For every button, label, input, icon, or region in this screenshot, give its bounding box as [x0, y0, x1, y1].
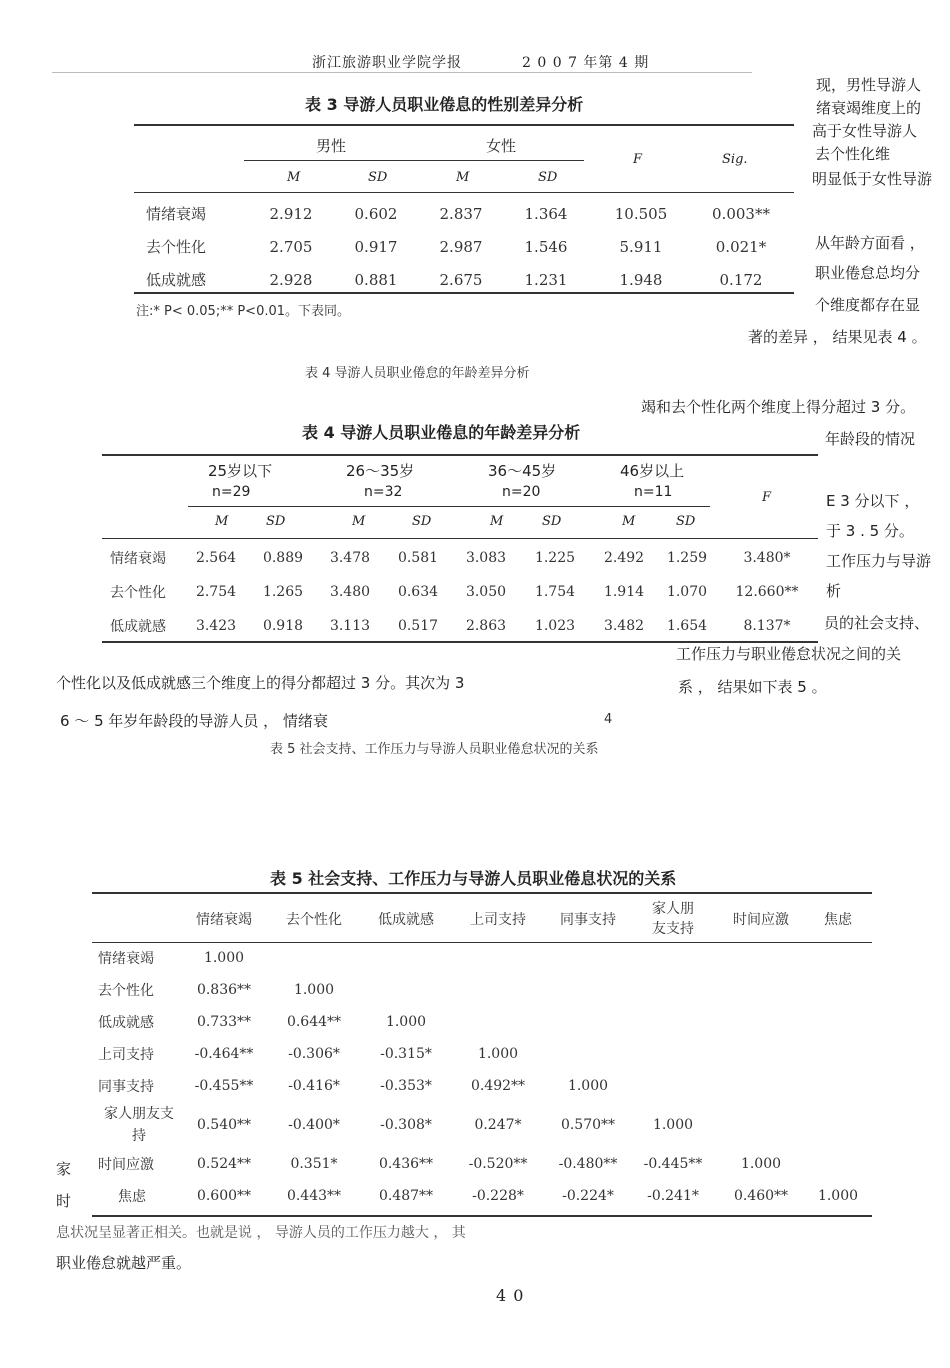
table-row [98, 1102, 868, 1148]
cell: 0.351* [290, 1156, 338, 1172]
cell: 1.070 [666, 584, 708, 600]
cell: 3.482 [603, 618, 645, 634]
row-label: 焦虑 [118, 1189, 146, 1205]
cell [360, 974, 452, 1006]
body-text-line: 个性化以及低成就感三个维度上的得分都超过 3 分。其次为 3 [56, 674, 465, 692]
table5-bottom-rule [92, 1215, 872, 1217]
cell [452, 974, 544, 1006]
row-label: 情绪衰竭 [146, 205, 207, 223]
table4-sub: M [352, 514, 366, 529]
row-label: 去个性化 [110, 585, 166, 601]
cell: 8.137* [743, 618, 791, 634]
cell: 1.259 [666, 550, 708, 566]
col-header: 情绪衰竭 [196, 911, 252, 928]
table3-group-female: 女性 [486, 137, 517, 155]
table4-sub: M [215, 514, 229, 529]
col-header: 同事支持 [560, 911, 616, 928]
cell: 12.660** [735, 584, 799, 600]
cell: 0.600** [196, 1188, 252, 1204]
cell: 0.460** [733, 1188, 789, 1204]
right-text-line: 现，男性导游人 [816, 76, 922, 94]
cell [632, 974, 714, 1006]
table3-group-rule [244, 160, 584, 161]
cell: -0.308* [380, 1117, 432, 1133]
page-number: 4 0 [496, 1286, 525, 1305]
cell: 1.364 [524, 204, 568, 223]
cell [714, 1070, 808, 1102]
table4-group-age: 26～35岁 [346, 462, 415, 480]
cell: 3.083 [465, 550, 507, 566]
col-header: 时间应激 [733, 911, 789, 928]
cell: 0.570** [560, 1117, 616, 1133]
cell: 2.564 [195, 550, 237, 566]
cell: -0.416* [288, 1078, 340, 1094]
cell: 2.492 [603, 550, 645, 566]
cell: 0.003** [712, 204, 770, 223]
cell [714, 942, 808, 974]
table4-group-age: 46岁以上 [620, 462, 685, 480]
cell: 0.889 [262, 550, 304, 566]
table3-sub-sd1: SD [368, 170, 388, 185]
cell: 2.705 [269, 237, 313, 256]
col-header: 去个性化 [286, 911, 342, 928]
cell: 0.492** [470, 1078, 526, 1094]
header-rule [52, 72, 752, 73]
cell: -0.455** [194, 1078, 254, 1094]
cell [808, 1038, 868, 1070]
cell [714, 1102, 808, 1148]
cell: -0.464** [194, 1046, 254, 1062]
table4-group-rule [188, 506, 710, 507]
table-row [146, 197, 786, 230]
cell: 1.546 [524, 237, 568, 256]
cell: 0.836** [196, 982, 252, 998]
right-text-line: 明显低于女性导游 [812, 170, 933, 188]
table3-f-header: F [633, 152, 643, 167]
table4-group-age: 36～45岁 [488, 462, 557, 480]
right-text-line: 从年龄方面看 ， [815, 234, 925, 252]
cell: 1.654 [666, 618, 708, 634]
cell [544, 1006, 632, 1038]
table3-body [146, 197, 786, 296]
cell [632, 1038, 714, 1070]
table4-top-rule [102, 454, 818, 456]
table-row [98, 1148, 868, 1180]
table3-sig-header: Sig. [722, 152, 748, 167]
cell: 0.917 [354, 237, 398, 256]
cell: 2.754 [195, 584, 237, 600]
body-text-line: 6 ～ 5 年岁年龄段的导游人员 ， 情绪衰 [60, 712, 328, 730]
cell: 1.914 [603, 584, 645, 600]
cell [632, 1006, 714, 1038]
cell: 5.911 [619, 237, 663, 256]
cell [714, 1006, 808, 1038]
row-label: 同事支持 [98, 1079, 154, 1095]
cell: 0.733** [196, 1014, 252, 1030]
cell: 0.247* [474, 1117, 522, 1133]
cell: -0.241* [647, 1188, 699, 1204]
cell: 0.581 [397, 550, 439, 566]
cell: 3.480 [329, 584, 371, 600]
cell: 3.480* [743, 550, 791, 566]
body-text-line: 职业倦怠就越严重。 [56, 1254, 192, 1272]
table5-title: 表 5 社会支持、工作压力与导游人员职业倦息状况的关系 [270, 869, 677, 888]
right-text-line: 高于女性导游人 [812, 122, 918, 140]
table3-header-rule [134, 192, 794, 193]
table4-title: 表 4 导游人员职业倦息的年龄差异分析 [302, 423, 581, 442]
table4-sub: SD [266, 514, 286, 529]
table4-group-n: n=32 [364, 484, 403, 500]
cell: 0.524** [196, 1156, 252, 1172]
table-header-row [98, 895, 868, 942]
cell: 1.000 [477, 1046, 519, 1062]
cell [360, 942, 452, 974]
cell: 0.602 [354, 204, 398, 223]
table-row [110, 575, 810, 609]
cell: -0.224* [562, 1188, 614, 1204]
right-text-line: 竭和去个性化两个维度上得分超过 3 分。 [641, 398, 916, 416]
cell: 1.000 [293, 982, 335, 998]
right-text-line: 工作压力与导游 [826, 552, 932, 570]
right-text-line: 析 [826, 582, 842, 600]
table4-sub: SD [676, 514, 696, 529]
cell: 1.231 [524, 270, 568, 289]
cell [544, 942, 632, 974]
cell: 1.754 [534, 584, 576, 600]
cell: 10.505 [614, 204, 668, 223]
left-fragment: 时 [56, 1192, 72, 1210]
cell [544, 974, 632, 1006]
cell: 0.517 [397, 618, 439, 634]
table3-top-rule [134, 124, 794, 126]
table4-f-header: F [762, 490, 772, 505]
table5-body [98, 895, 868, 1212]
cell: 2.987 [439, 237, 483, 256]
table-row [110, 609, 810, 643]
cell: 2.837 [439, 204, 483, 223]
table3-note: 注:* P< 0.05;** P<0.01。下表同。 [136, 304, 351, 319]
cell: 2.912 [269, 204, 313, 223]
right-text-line: 年龄段的情况 [825, 430, 916, 448]
cell [808, 1070, 868, 1102]
cell: 0.487** [378, 1188, 434, 1204]
cell [714, 1038, 808, 1070]
cell: 2.863 [465, 618, 507, 634]
cell: 2.928 [269, 270, 313, 289]
row-label: 家人朋友支持 [104, 1106, 174, 1144]
cell [714, 974, 808, 1006]
table4-sub: M [622, 514, 636, 529]
stray-number: 4 [604, 712, 613, 727]
table5-top-rule [92, 892, 872, 894]
cell: -0.400* [288, 1117, 340, 1133]
row-label: 情绪衰竭 [98, 951, 154, 967]
cell: 3.113 [329, 618, 371, 634]
right-text-line: 工作压力与职业倦怠状况之间的关 [676, 645, 902, 663]
cell: 1.000 [817, 1188, 859, 1204]
cell: 1.225 [534, 550, 576, 566]
cell: 3.423 [195, 618, 237, 634]
table4-caption: 表 4 导游人员职业倦怠的年龄差异分析 [305, 366, 530, 381]
table4-group-n: n=11 [634, 484, 673, 500]
cell: 0.443** [286, 1188, 342, 1204]
cell: 0.172 [719, 270, 763, 289]
cell: 0.540** [196, 1117, 252, 1133]
table-row [98, 1070, 868, 1102]
table5-caption: 表 5 社会支持、工作压力与导游人员职业倦怠状况的关系 [270, 742, 599, 757]
cell: 3.050 [465, 584, 507, 600]
issue-number: 2 0 0 7 年第 4 期 [522, 55, 650, 71]
cell: -0.520** [468, 1156, 528, 1172]
right-text-line: 个维度都存在显 [815, 296, 921, 314]
body-text-line: 息状况呈显著正相关。也就是说 ， 导游人员的工作压力越大 ， 其 [56, 1225, 466, 1241]
col-header: 低成就感 [378, 911, 434, 928]
right-text-line: E 3 分以下 ， [826, 492, 920, 510]
right-text-line: 著的差异 ， 结果见表 4 。 [748, 328, 927, 346]
table4-body [110, 541, 810, 643]
cell: -0.306* [288, 1046, 340, 1062]
cell: -0.445** [643, 1156, 703, 1172]
cell: 1.265 [262, 584, 304, 600]
table-row [98, 1006, 868, 1038]
row-label: 去个性化 [146, 238, 207, 256]
cell: 1.000 [740, 1156, 782, 1172]
table4-group-n: n=29 [212, 484, 251, 500]
cell: 1.000 [385, 1014, 427, 1030]
table4-sub: SD [412, 514, 432, 529]
cell [268, 942, 360, 974]
table4-group-age: 25岁以下 [208, 462, 273, 480]
table3-sub-sd2: SD [538, 170, 558, 185]
row-label: 低成就感 [98, 1015, 154, 1031]
cell: 0.436** [378, 1156, 434, 1172]
cell: -0.353* [380, 1078, 432, 1094]
table-row [98, 942, 868, 974]
left-fragment: 家 [56, 1160, 72, 1178]
table3-group-male: 男性 [316, 137, 347, 155]
cell [632, 942, 714, 974]
cell [808, 942, 868, 974]
cell [544, 1038, 632, 1070]
row-label: 情绪衰竭 [110, 551, 166, 567]
row-label: 低成就感 [110, 619, 166, 635]
col-header: 上司支持 [470, 911, 526, 928]
table-row [98, 1180, 868, 1212]
col-header: 焦虑 [824, 911, 852, 928]
table3-sub-m2: M [456, 170, 470, 185]
cell: -0.228* [472, 1188, 524, 1204]
right-text-line: 员的社会支持、 [824, 614, 930, 632]
table3-title: 表 3 导游人员职业倦息的性别差异分析 [305, 95, 584, 114]
right-text-line: 绪衰竭维度上的 [816, 99, 922, 117]
cell [808, 974, 868, 1006]
row-label: 上司支持 [98, 1047, 154, 1063]
cell: 1.023 [534, 618, 576, 634]
right-text-line: 职业倦怠总均分 [815, 264, 921, 282]
cell [452, 942, 544, 974]
table4-group-n: n=20 [502, 484, 541, 500]
table3-sub-m1: M [287, 170, 301, 185]
cell [808, 1102, 868, 1148]
right-text-line: 系 ， 结果如下表 5 。 [678, 678, 827, 696]
cell: 1.948 [619, 270, 663, 289]
cell: -0.480** [558, 1156, 618, 1172]
right-text-line: 于 3 . 5 分。 [826, 522, 914, 540]
cell: -0.315* [380, 1046, 432, 1062]
journal-name: 浙江旅游职业学院学报 [312, 55, 462, 71]
table4-sub: M [490, 514, 504, 529]
cell: 0.021* [715, 237, 767, 256]
cell [808, 1148, 868, 1180]
cell: 1.000 [652, 1117, 694, 1133]
cell [452, 1006, 544, 1038]
corner [98, 895, 180, 942]
cell: 0.634 [397, 584, 439, 600]
table-row [146, 230, 786, 263]
right-text-line: 去个性化维 [815, 145, 891, 163]
row-label: 时间应激 [98, 1157, 154, 1173]
cell: 3.478 [329, 550, 371, 566]
table4-sub: SD [542, 514, 562, 529]
table4-header-rule [102, 538, 818, 539]
cell: 0.881 [354, 270, 398, 289]
row-label: 去个性化 [98, 983, 154, 999]
table-row [98, 1038, 868, 1070]
cell [808, 1006, 868, 1038]
cell: 1.000 [567, 1078, 609, 1094]
cell: 0.918 [262, 618, 304, 634]
cell: 0.644** [286, 1014, 342, 1030]
cell: 2.675 [439, 270, 483, 289]
row-label: 低成就感 [146, 271, 207, 289]
table-row [98, 974, 868, 1006]
table-row [146, 263, 786, 296]
cell: 1.000 [203, 950, 245, 966]
col-header: 家人朋友支持 [652, 900, 694, 937]
table-row [110, 541, 810, 575]
cell [632, 1070, 714, 1102]
